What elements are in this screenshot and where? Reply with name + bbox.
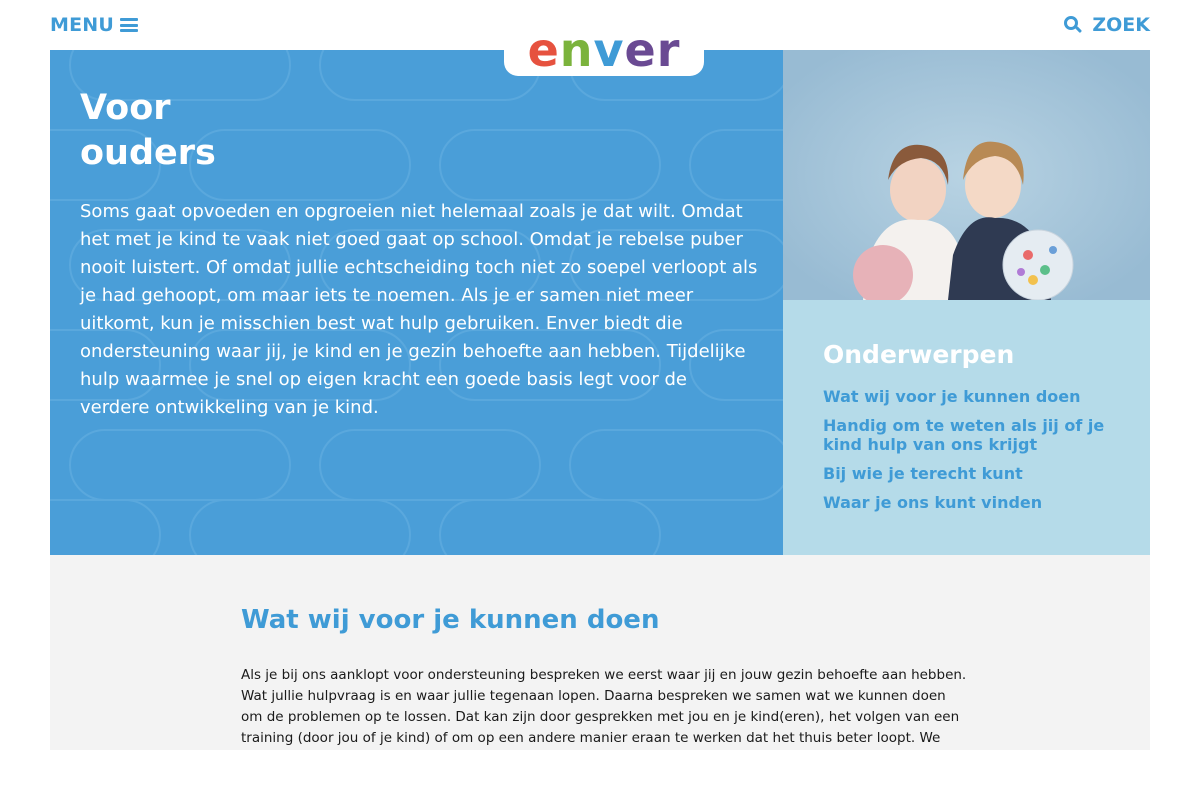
topic-link-waar-vinden[interactable]: Waar je ons kunt vinden <box>823 493 1043 512</box>
logo-link[interactable] <box>504 24 704 76</box>
search-icon <box>1064 16 1082 34</box>
page-title-line2: ouders <box>80 133 216 173</box>
search-label: ZOEK <box>1092 14 1150 36</box>
topic-link-bij-wie[interactable]: Bij wie je terecht kunt <box>823 464 1023 483</box>
topic-link-wat-wij-doen[interactable]: Wat wij voor je kunnen doen <box>823 387 1081 406</box>
content-section <box>50 555 1150 750</box>
hamburger-icon <box>120 18 138 32</box>
page-title-line1: Voor <box>80 88 171 128</box>
children-photo <box>783 50 1150 300</box>
topics-panel <box>783 300 1150 555</box>
topic-link-handig-om-te-weten[interactable]: Handig om te weten als jij of je kind hulp van ons krijgt <box>823 416 1105 454</box>
topics-title: Onderwerpen <box>823 340 1015 369</box>
menu-button[interactable] <box>50 14 138 36</box>
hero-panel <box>50 50 783 555</box>
enver-logo: enver <box>527 23 681 77</box>
section-body-text: Als je bij ons aanklopt voor ondersteuning bespreken we eerst waar jij en jouw gezin behoefte aan hebben. Wat jullie hulpvraag is en waar jullie tegenaan lopen. Daarna bespreken we samen wat we kunnen doen om de problemen op te lossen. Dat kan zijn door gesprekken met jou en je kind(eren), het volgen van een training (door jou of je kind) of om op een andere manier eraan te werken dat het thuis beter loopt. We <box>241 667 967 746</box>
search-button[interactable] <box>1064 14 1150 36</box>
menu-label: MENU <box>50 14 115 36</box>
page-title <box>80 86 216 176</box>
children-illustration <box>783 50 1150 300</box>
section-title: Wat wij voor je kunnen doen <box>241 605 660 635</box>
hero-intro-text: Soms gaat opvoeden en opgroeien niet helemaal zoals je dat wilt. Omdat het met je kind te vaak niet goed gaat op school. Omdat je rebelse puber nooit luistert. Of omdat jullie echtscheiding toch niet zo soepel verloopt als je had gehoopt, om maar iets te noemen. Als je er samen niet meer uitkomt, kun je misschien best wat hulp gebruiken. Enver biedt die ondersteuning waar jij, je kind en je gezin behoefte aan hebben. Tijdelijke hulp waarmee je snel op eigen kracht een goede basis legt voor de verdere ontwikkeling van je kind. <box>80 201 758 418</box>
